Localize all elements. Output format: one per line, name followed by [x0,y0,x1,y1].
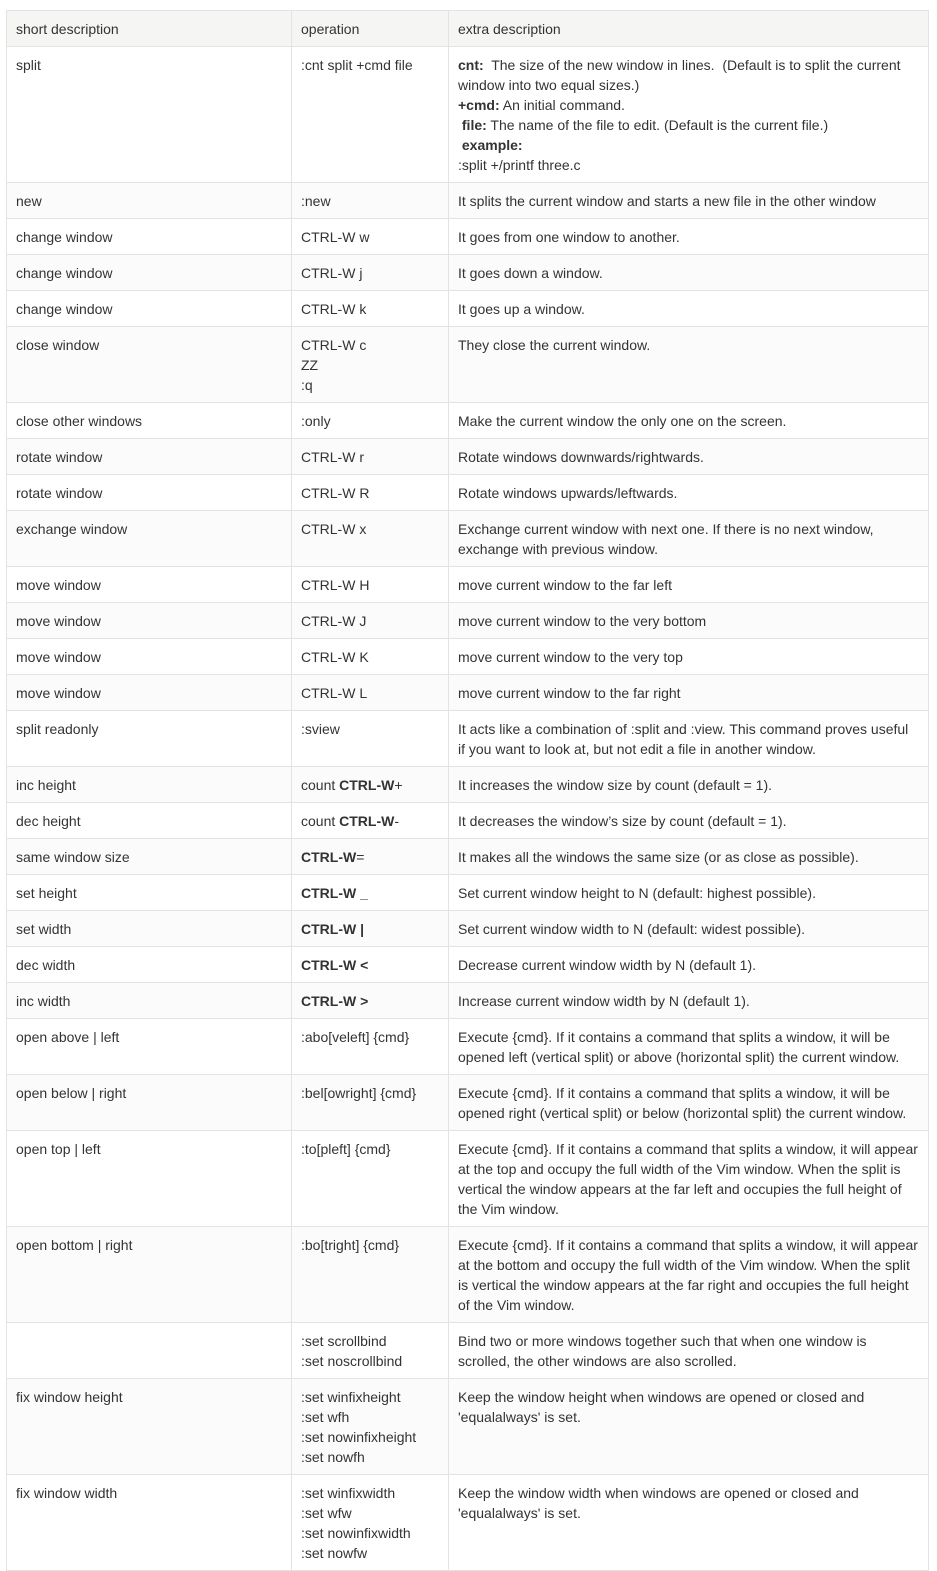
table-row [7,511,929,567]
operation-cell [292,183,449,219]
text: Make the current window the only one on the screen. [458,413,787,429]
extra-description-cell [449,1227,929,1323]
description-line [458,775,919,795]
table-row [7,1475,929,1571]
text: ZZ [301,357,319,373]
extra-description-cell [449,839,929,875]
header-row [7,11,929,47]
description-line [458,883,919,903]
text: It makes all the windows the same size (or as close as possible). [458,849,859,865]
operation-line [301,1027,439,1047]
operation-cell [292,911,449,947]
short-description-cell: open below | right [7,1075,292,1131]
operation-cell [292,439,449,475]
description-line [458,1387,919,1427]
operation-line [301,955,439,975]
table-row [7,675,929,711]
bold-text: CTRL-W < [301,957,369,973]
operation-cell [292,1019,449,1075]
text: CTRL-W R [301,485,370,501]
header-extra-description: extra description [449,11,929,47]
short-description-cell: move window [7,603,292,639]
text: + [394,777,403,793]
description-line [458,95,919,115]
operation-cell [292,567,449,603]
description-line [458,411,919,431]
text: :set nowinfixheight [301,1429,417,1445]
text: Bind two or more windows together such that when one window is scrolled, the other windows are also scrolled. [458,1333,871,1369]
short-description-cell: dec width [7,947,292,983]
short-description-cell: exchange window [7,511,292,567]
operation-cell [292,875,449,911]
extra-description-cell [449,291,929,327]
text: CTRL-W k [301,301,367,317]
text: count [301,777,340,793]
text: CTRL-W J [301,613,367,629]
extra-description-cell [449,803,929,839]
table-header [7,11,929,47]
operation-cell [292,255,449,291]
extra-description-cell [449,1323,929,1379]
operation-line [301,1503,439,1523]
extra-description-cell [449,439,929,475]
text: :q [301,377,313,393]
short-description-cell: change window [7,219,292,255]
operation-line [301,1407,439,1427]
operation-line [301,847,439,867]
operation-line [301,447,439,467]
text: count [301,813,340,829]
operation-line [301,483,439,503]
operation-line [301,611,439,631]
table-body [7,47,929,1571]
text: move current window to the far left [458,577,672,593]
text: It decreases the window’s size by count (default = 1). [458,813,787,829]
operation-line [301,1447,439,1467]
text: They close the current window. [458,337,651,353]
table-row [7,475,929,511]
description-line [458,1483,919,1523]
short-description-cell: open bottom | right [7,1227,292,1323]
text: The name of the file to edit. (Default is the current file.) [486,117,829,133]
text: The size of the new window in lines. (Default is to split the current window into two equal sizes.) [458,57,905,93]
table-row [7,1227,929,1323]
operation-line [301,719,439,739]
operation-cell [292,603,449,639]
description-line [458,483,919,503]
bold-text: CTRL-W _ [301,885,368,901]
description-line [458,1235,922,1315]
description-line [458,1027,919,1067]
extra-description-cell [449,711,929,767]
table-row [7,403,929,439]
extra-description-cell [449,603,929,639]
text: CTRL-W L [301,685,368,701]
operation-cell [292,803,449,839]
operation-line [301,1543,439,1563]
description-line [458,1331,919,1371]
operation-line [301,811,439,831]
vim-window-commands-table [6,10,929,1571]
text: move current window to the very bottom [458,613,707,629]
operation-line [301,1235,439,1255]
text: :set nowinfixwidth [301,1525,411,1541]
table-row [7,1323,929,1379]
description-line [458,611,919,631]
short-description-cell: inc width [7,983,292,1019]
bold-text: CTRL-W [339,777,395,793]
bold-text: file: [458,117,487,133]
operation-line [301,1083,439,1103]
description-line [458,1139,922,1219]
table-row [7,839,929,875]
short-description-cell: move window [7,639,292,675]
short-description-cell: close other windows [7,403,292,439]
description-line [458,447,919,467]
extra-description-cell [449,1075,929,1131]
table-row [7,803,929,839]
text: Rotate windows downwards/rightwards. [458,449,704,465]
short-description-cell: fix window width [7,1475,292,1571]
table-row [7,291,929,327]
operation-line [301,411,439,431]
table-row [7,255,929,291]
operation-line [301,575,439,595]
description-line [458,683,919,703]
text: It increases the window size by count (default = 1). [458,777,772,793]
text: :bo[tright] {cmd} [301,1237,400,1253]
text: move current window to the far right [458,685,681,701]
operation-line [301,647,439,667]
extra-description-cell [449,875,929,911]
operation-cell [292,947,449,983]
operation-cell [292,711,449,767]
operation-cell [292,219,449,255]
table-row [7,639,929,675]
text: :cnt split +cmd file [301,57,413,73]
description-line [458,155,919,175]
description-line [458,55,919,95]
description-line [458,135,919,155]
table-row [7,1131,929,1227]
operation-line [301,1387,439,1407]
extra-description-cell [449,1019,929,1075]
operation-cell [292,675,449,711]
operation-cell [292,1131,449,1227]
text: :set scrollbind [301,1333,387,1349]
description-line [458,299,919,319]
text: Set current window width to N (default: widest possible). [458,921,806,937]
text: :set winfixwidth [301,1485,396,1501]
short-description-cell: close window [7,327,292,403]
table-row [7,1019,929,1075]
extra-description-cell [449,1379,929,1475]
text: :new [301,193,331,209]
operation-line [301,375,439,395]
short-description-cell: inc height [7,767,292,803]
short-description-cell: open above | left [7,1019,292,1075]
operation-line [301,55,439,75]
bold-text: cnt: [458,57,484,73]
operation-line [301,775,439,795]
bold-text: CTRL-W [339,813,395,829]
table-row [7,711,929,767]
operation-line [301,355,439,375]
short-description-cell: set height [7,875,292,911]
short-description-cell: dec height [7,803,292,839]
short-description-cell: change window [7,255,292,291]
table-row [7,219,929,255]
text: = [356,849,365,865]
table-row [7,183,929,219]
description-line [458,115,919,135]
operation-line [301,1351,439,1371]
text: :set wfh [301,1409,350,1425]
text: CTRL-W K [301,649,369,665]
text: It splits the current window and starts a new file in the other window [458,193,876,209]
description-line [458,263,919,283]
table-row [7,1075,929,1131]
bold-text: example: [458,137,523,153]
operation-line [301,683,439,703]
description-line [458,719,919,759]
extra-description-cell [449,675,929,711]
table-row [7,983,929,1019]
table-row [7,767,929,803]
operation-line [301,263,439,283]
operation-line [301,519,439,539]
short-description-cell: set width [7,911,292,947]
text: :sview [301,721,340,737]
operation-line [301,1523,439,1543]
operation-cell [292,47,449,183]
description-line [458,227,919,247]
text: :to[pleft] {cmd} [301,1141,391,1157]
header-short-description: short description [7,11,292,47]
extra-description-cell [449,767,929,803]
text: Keep the window width when windows are opened or closed and 'equalalways' is set. [458,1485,863,1521]
table-row [7,1379,929,1475]
header-operation: operation [292,11,449,47]
description-line [458,847,919,867]
extra-description-cell [449,255,929,291]
text: An initial command. [499,97,625,113]
short-description-cell: same window size [7,839,292,875]
extra-description-cell [449,983,929,1019]
table-row [7,327,929,403]
text: :set wfw [301,1505,352,1521]
extra-description-cell [449,639,929,675]
table-row [7,603,929,639]
operation-line [301,883,439,903]
extra-description-cell [449,475,929,511]
short-description-cell: split readonly [7,711,292,767]
short-description-cell: rotate window [7,475,292,511]
table-row [7,875,929,911]
bold-text: CTRL-W > [301,993,369,1009]
text: - [394,813,400,829]
extra-description-cell [449,911,929,947]
operation-cell [292,767,449,803]
description-line [458,647,919,667]
text: CTRL-W H [301,577,370,593]
operation-cell [292,327,449,403]
text: It goes down a window. [458,265,603,281]
text: :set winfixheight [301,1389,401,1405]
text: Increase current window width by N (default 1). [458,993,750,1009]
extra-description-cell [449,1475,929,1571]
description-line [458,955,919,975]
text: :set noscrollbind [301,1353,403,1369]
description-line [458,335,919,355]
text: CTRL-W r [301,449,364,465]
operation-cell [292,403,449,439]
text: Execute {cmd}. If it contains a command that splits a window, it will appear at the bottom and occupy the full width of the Vim window. When the split is vertical the window appears at the far right and occupies the full height of the Vim window. [458,1237,922,1313]
operation-cell [292,983,449,1019]
operation-cell [292,839,449,875]
text: :set nowfh [301,1449,365,1465]
operation-line [301,1483,439,1503]
description-line [458,811,919,831]
short-description-cell: split [7,47,292,183]
description-line [458,191,919,211]
text: Keep the window height when windows are opened or closed and 'equalalways' is set. [458,1389,869,1425]
text: Rotate windows upwards/leftwards. [458,485,678,501]
extra-description-cell [449,183,929,219]
text: CTRL-W j [301,265,363,281]
bold-text: CTRL-W [301,849,357,865]
short-description-cell: new [7,183,292,219]
bold-text: +cmd: [458,97,500,113]
description-line [458,991,919,1011]
short-description-cell: open top | left [7,1131,292,1227]
text: move current window to the very top [458,649,683,665]
table-row [7,567,929,603]
text: Execute {cmd}. If it contains a command that splits a window, it will be opened right (vertical split) or below (horizontal split) the current window. [458,1085,907,1121]
table-row [7,947,929,983]
extra-description-cell [449,947,929,983]
description-line [458,575,919,595]
short-description-cell [7,1323,292,1379]
text: Execute {cmd}. If it contains a command that splits a window, it will be opened left (vertical split) or above (horizontal split) the current window. [458,1029,900,1065]
description-line [458,519,919,559]
text: :split +/printf three.c [458,157,581,173]
text: CTRL-W w [301,229,370,245]
text: Set current window height to N (default: highest possible). [458,885,816,901]
text: Execute {cmd}. If it contains a command that splits a window, it will appear at the top and occupy the full width of the Vim window. When the split is vertical the window appears at the far left and occupies the full height of the Vim window. [458,1141,922,1217]
extra-description-cell [449,327,929,403]
text: :only [301,413,331,429]
short-description-cell: rotate window [7,439,292,475]
description-line [458,1083,919,1123]
operation-cell [292,511,449,567]
operation-cell [292,291,449,327]
text: :abo[veleft] {cmd} [301,1029,410,1045]
operation-cell [292,1475,449,1571]
operation-cell [292,475,449,511]
operation-cell [292,1227,449,1323]
operation-line [301,299,439,319]
text: CTRL-W c [301,337,367,353]
operation-line [301,227,439,247]
text: :bel[owright] {cmd} [301,1085,417,1101]
extra-description-cell [449,47,929,183]
operation-line [301,191,439,211]
extra-description-cell [449,403,929,439]
text: :set nowfw [301,1545,368,1561]
extra-description-cell [449,567,929,603]
description-line [458,919,919,939]
text: It acts like a combination of :split and :view. This command proves useful if you want to look at, but not edit a file in another window. [458,721,913,757]
operation-line [301,335,439,355]
extra-description-cell [449,1131,929,1227]
operation-line [301,919,439,939]
operation-line [301,1139,439,1159]
operation-cell [292,1323,449,1379]
text: CTRL-W x [301,521,367,537]
operation-cell [292,1379,449,1475]
short-description-cell: move window [7,675,292,711]
table-row [7,439,929,475]
operation-line [301,1331,439,1351]
extra-description-cell [449,511,929,567]
operation-cell [292,639,449,675]
text: It goes up a window. [458,301,585,317]
operation-line [301,991,439,1011]
operation-line [301,1427,439,1447]
table-row [7,47,929,183]
short-description-cell: change window [7,291,292,327]
extra-description-cell [449,219,929,255]
short-description-cell: fix window height [7,1379,292,1475]
table-row [7,911,929,947]
text: Decrease current window width by N (default 1). [458,957,757,973]
text: Exchange current window with next one. If there is no next window, exchange with previous window. [458,521,878,557]
text: It goes from one window to another. [458,229,680,245]
short-description-cell: move window [7,567,292,603]
operation-cell [292,1075,449,1131]
bold-text: CTRL-W | [301,921,365,937]
